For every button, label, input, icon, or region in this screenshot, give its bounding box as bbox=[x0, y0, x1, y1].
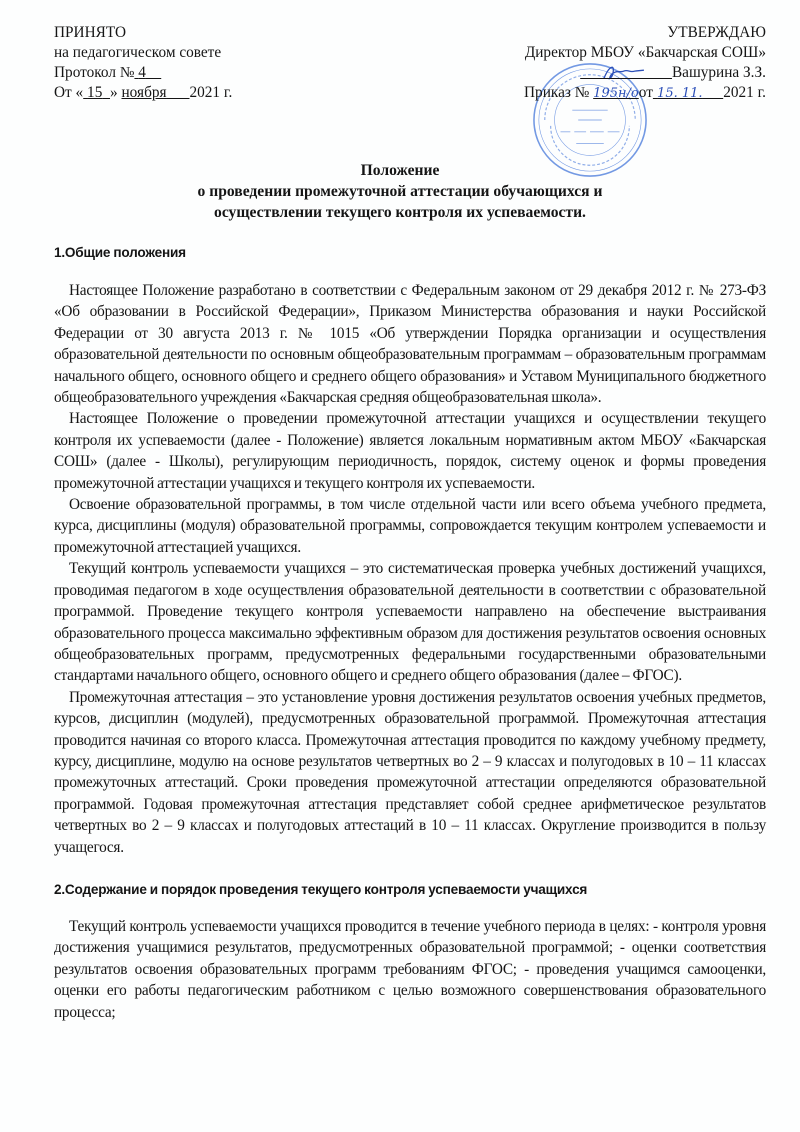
section-1-heading: 1.Общие положения bbox=[54, 245, 186, 260]
paragraph: Текущий контроль успеваемости учащихся проводится в течение учебного периода в целях: - контроля уровня достижения учащимися результатов, предусмотренных образовательной программой; - оценки соответствия результатов освоения образовательных программ требованиям ФГОС; - проведения учащимся самооценки, оценки его работы педагогическим работником с целью возможного совершенствования образовательного процесса; bbox=[54, 917, 766, 1021]
order-date: 15. 11. bbox=[657, 86, 703, 101]
accepted-label: ПРИНЯТО bbox=[54, 24, 127, 41]
section-2-heading: 2.Содержание и порядок проведения текущего контроля успеваемости учащихся bbox=[54, 881, 588, 897]
paragraph: Настоящее Положение о проведении промежуточной аттестации учащихся и осуществлении текущего контроля их успеваемости (далее - Положение) является локальным нормативным актом МБОУ «Бакчарская СОШ» (далее - Школы), регулирующим периодичность, порядок, систему оценок и формы проведения промежуточной аттестации учащихся и текущего контроля их успеваемости. bbox=[54, 410, 766, 492]
title-line-3: осуществлении текущего контроля их успеваемости. bbox=[214, 204, 586, 221]
paragraph: Освоение образовательной программы, в том числе отдельной части или всего объема учебного предмета, курса, дисциплины (модуля) образовательной программы, сопровождается текущим контролем успеваемости и промежуточной аттестацией учащихся. bbox=[54, 496, 766, 556]
approval-block-left bbox=[54, 23, 232, 103]
approve-label: УТВЕРЖДАЮ bbox=[667, 24, 766, 41]
director-signature-line bbox=[524, 63, 766, 83]
date-year: 2021 г. bbox=[189, 84, 233, 101]
order-line: Приказ № 195н/оот 15. 11. 2021 г. bbox=[524, 84, 766, 101]
section-2-body bbox=[54, 916, 766, 1023]
director-name: Вашурина З.З. bbox=[671, 64, 766, 81]
protocol-label: Протокол № bbox=[54, 64, 135, 81]
document-title bbox=[0, 160, 800, 223]
order-year: 2021 г. bbox=[723, 84, 766, 101]
date-month: ноября bbox=[121, 84, 167, 101]
approval-block-right bbox=[524, 23, 766, 104]
title-line-2: о проведении промежуточной аттестации обучающихся и bbox=[197, 183, 603, 200]
paragraph: Настоящее Положение разработано в соответствии с Федеральным законом от 29 декабря 2012 г. № 273-ФЗ «Об образовании в Российской Федерации», Приказом Министерства образования и науки Российской Федерации от 30 августа 2013 г. № 1015 «Об утверждении Порядка организации и осуществления образовательной деятельности по основным общеобразовательным программам – образовательным программам начального общего, основного общего и среднего общего образования» и Уставом Муниципального бюджетного общеобразовательного учреждения «Бакчарская средняя общеобразовательная школа». bbox=[54, 282, 766, 407]
title-line-1: Положение bbox=[360, 162, 440, 179]
protocol-date: От « 15 » ноября 2021 г. bbox=[54, 84, 233, 101]
council-label: на педагогическом совете bbox=[54, 44, 222, 61]
section-1-body bbox=[54, 280, 766, 858]
document-body bbox=[54, 244, 766, 1023]
paragraph: Промежуточная аттестация – это установление уровня достижения результатов освоения учебных предметов, курсов, дисциплин (модулей), предусмотренных образовательной программой. Промежуточная аттестация проводится начиная со второго класса. Промежуточная аттестация проводится по каждому учебному предмету, курсу, дисциплине, модулю на основе результатов четвертных во 2 – 9 классах и полугодовых в 10 – 11 классах промежуточных аттестаций. Сроки проведения промежуточной аттестации определяются образовательной программой. Годовая промежуточная аттестация представляет собой среднее арифметическое результатов четвертных во 2 – 9 классах и полугодовых аттестаций в 10 – 11 классах. Округление производится в пользу учащегося. bbox=[54, 688, 766, 856]
paragraph: Текущий контроль успеваемости учащихся – это систематическая проверка учебных достижений учащихся, проводимая педагогом в ходе осуществления образовательной деятельности в соответствии с образовательной программой. Проведение текущего контроля успеваемости направлено на обеспечение выстраивания образовательного процесса максимально эффективным образом для достижения результатов освоения основных общеобразовательных программ, предусмотренных федеральными государственными образовательными стандартами начального общего, основного общего и среднего общего образования (далее – ФГОС). bbox=[54, 560, 766, 685]
protocol-number: 4 bbox=[138, 64, 146, 81]
director-title: Директор МБОУ «Бакчарская СОШ» bbox=[524, 44, 766, 61]
order-number: 195н/о bbox=[593, 86, 639, 101]
protocol-line bbox=[54, 63, 232, 83]
date-day: 15 bbox=[87, 84, 103, 101]
order-label: Приказ № bbox=[524, 84, 590, 101]
